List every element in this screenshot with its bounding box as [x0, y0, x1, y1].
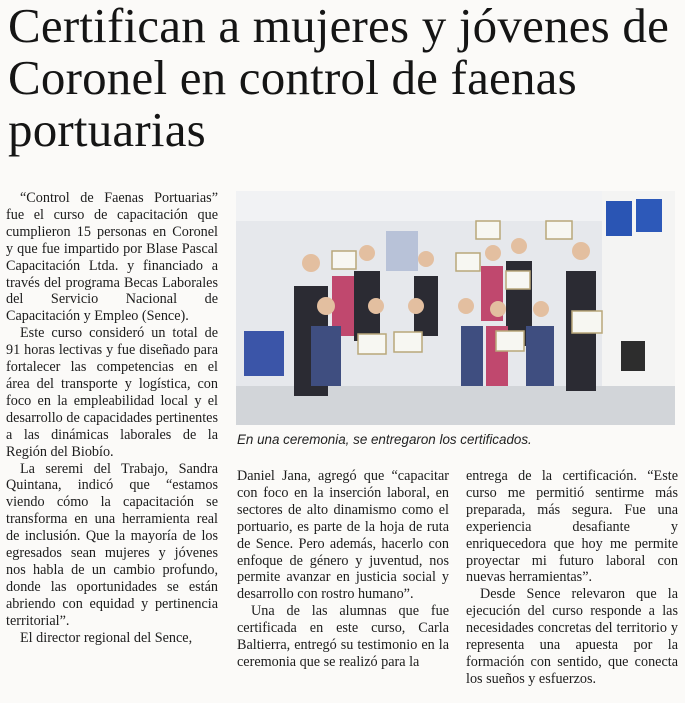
- paragraph: La seremi del Trabajo, Sandra Quintana, indicó que “estamos viendo cómo la capacitación se transforma en una herramienta real de inclusión. Que la mayoría de los egresados sean mujeres y jóvenes nos habla de un cambio profundo, donde las oportunidades se están abriendo con equidad y pertinencia territorial”.: [6, 460, 218, 629]
- photo-caption: En una ceremonia, se entregaron los certificados.: [237, 432, 532, 447]
- headline: Certifican a mujeres y jóvenes de Coronel en control de faenas portuarias: [8, 0, 670, 157]
- paragraph: Desde Sence relevaron que la ejecución del curso responde a las necesidades concretas del territorio y representa una apuesta por la formación con sentido, que conecta los sueños y esfuerzos.: [466, 586, 678, 687]
- paragraph: El director regional del Sence,: [20, 629, 193, 646]
- paragraph: “Control de Faenas Portuarias” fue el curso de capacitación que cumplieron 15 personas en Coronel y que fue impartido por Blase Pascal Capacitación Ltda. y financiado a través del programa Becas Laborales del Servicio Nacional de Capacitación y Empleo (Sence).: [6, 190, 218, 325]
- article-column-3: [466, 468, 678, 688]
- ceremony-photo: [236, 191, 675, 425]
- paragraph: Este curso consideró un total de 91 horas lectivas y fue diseñado para fortalecer las competencias en el área del transporte y logística, con foco en la empleabilidad local y el desarrollo de capacidades pertinentes a las dinámicas laborales de la Región del Biobío.: [6, 325, 218, 460]
- article-column-1: [6, 190, 218, 646]
- article-column-2: [237, 468, 449, 671]
- paragraph: Daniel Jana, agregó que “capacitar con foco en la inserción laboral, en sectores de alto dinamismo como el portuario, es parte de la hoja de ruta de Sence. Pero además, hacerlo con enfoque de género y juventud, nos permite avanzar en justicia social y desarrollo con rostro humano”.: [237, 468, 449, 603]
- paragraph: entrega de la certificación. “Este curso me permitió sentirme más preparada, más segura. Fue una experiencia desafiante y enriquecedora que hoy me permite proyectar mi futuro laboral con nuevas herramientas”.: [466, 468, 678, 586]
- paragraph: Una de las alumnas que fue certificada en este curso, Carla Baltierra, entregó su testimonio en la ceremonia que se realizó para la: [237, 603, 449, 670]
